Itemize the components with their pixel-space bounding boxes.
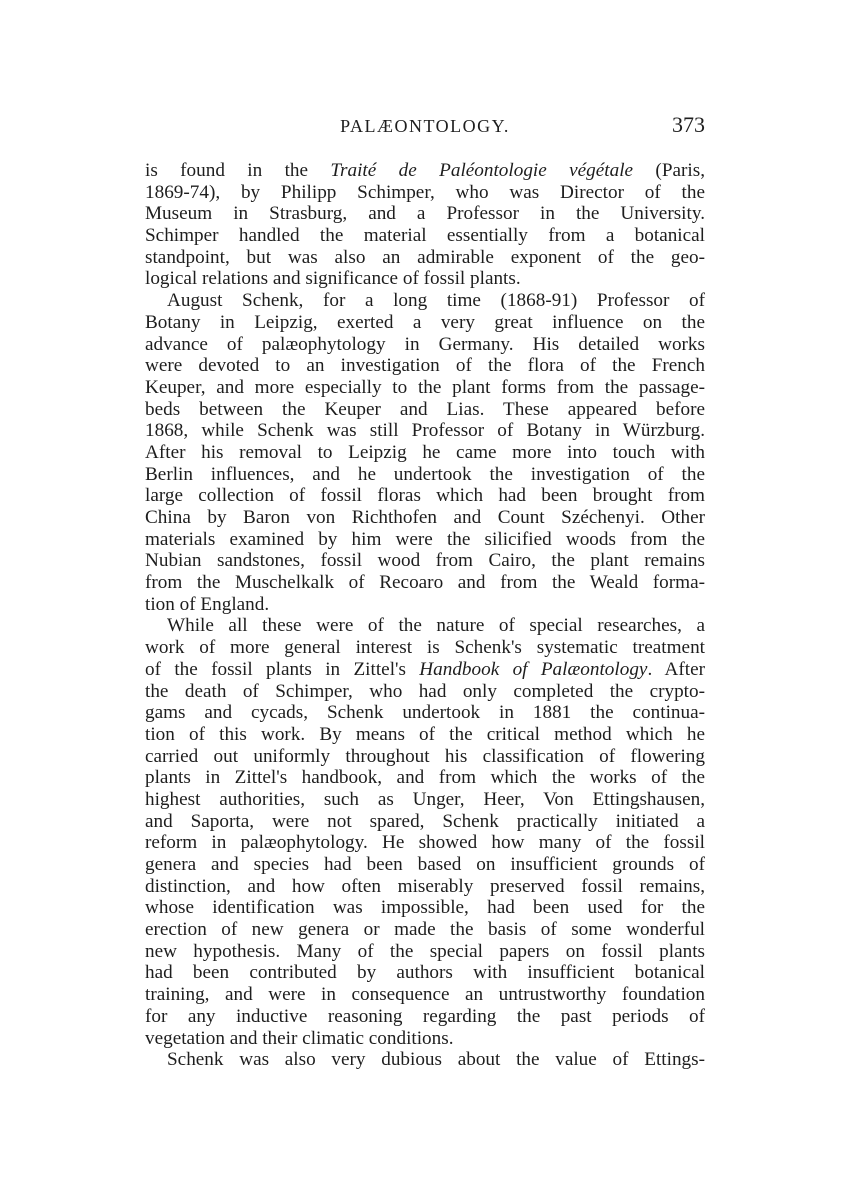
text-segment: reform in palæophytology. He showed how many of the fossil bbox=[145, 832, 705, 854]
text-line bbox=[145, 1028, 705, 1050]
text-line bbox=[145, 182, 705, 204]
text-line bbox=[145, 334, 705, 356]
text-line bbox=[145, 312, 705, 334]
text-segment: work of more general interest is Schenk's systematic treatment bbox=[145, 637, 705, 659]
text-segment: and Saporta, were not spared, Schenk practically initiated a bbox=[145, 810, 705, 832]
text-line bbox=[145, 290, 705, 312]
text-segment: highest authorities, such as Unger, Heer, Von Ettingshausen, bbox=[145, 788, 705, 810]
text-segment: large collection of fossil floras which had been brought from bbox=[145, 485, 705, 507]
text-segment: tion of this work. By means of the critical method which he bbox=[145, 723, 705, 745]
text-line bbox=[145, 485, 705, 507]
text-segment: vegetation and their climatic conditions. bbox=[145, 1027, 454, 1049]
running-head bbox=[145, 112, 705, 148]
text-segment: August Schenk, for a long time (1868-91) Professor of bbox=[167, 290, 705, 312]
text-line bbox=[145, 225, 705, 247]
text-segment: While all these were of the nature of special researches, a bbox=[167, 615, 705, 637]
text-segment: (Paris, bbox=[633, 160, 705, 181]
text-line bbox=[145, 572, 705, 594]
text-line bbox=[145, 442, 705, 464]
text-segment: distinction, and how often miserably preserved fossil remains, bbox=[145, 875, 705, 897]
text-segment: were devoted to an investigation of the flora of the French bbox=[145, 355, 705, 377]
text-segment: After his removal to Leipzig he came more into touch with bbox=[145, 441, 705, 463]
text-segment: Berlin influences, and he undertook the investigation of the bbox=[145, 463, 705, 485]
text-line bbox=[145, 615, 705, 637]
running-title: PALÆONTOLOGY. bbox=[340, 116, 510, 136]
text-segment: 1869-74), by Philipp Schimper, who was Director of the bbox=[145, 181, 705, 203]
text-line bbox=[145, 355, 705, 377]
text-segment: for any inductive reasoning regarding the past periods of bbox=[145, 1005, 705, 1027]
italic-title: Traité de Paléontologie végétale bbox=[330, 160, 634, 181]
text-segment: erection of new genera or made the basis of some wonderful bbox=[145, 919, 705, 941]
body-text bbox=[145, 160, 705, 1071]
text-segment: from the Muschelkalk of Recoaro and from the Weald forma- bbox=[145, 572, 705, 594]
text-line bbox=[145, 854, 705, 876]
text-line bbox=[145, 832, 705, 854]
text-line bbox=[145, 550, 705, 572]
text-line bbox=[145, 377, 705, 399]
text-line bbox=[145, 767, 705, 789]
text-line bbox=[145, 594, 705, 616]
text-segment: Keuper, and more especially to the plant forms from the passage- bbox=[145, 376, 705, 398]
text-line bbox=[145, 962, 705, 984]
text-segment: genera and species had been based on insufficient grounds of bbox=[145, 854, 705, 875]
text-segment: tion of England. bbox=[145, 593, 270, 615]
text-segment: standpoint, but was also an admirable exponent of the geo- bbox=[145, 246, 705, 268]
text-line bbox=[145, 789, 705, 811]
text-line bbox=[145, 637, 705, 659]
page-number: 373 bbox=[672, 112, 705, 137]
text-segment: beds between the Keuper and Lias. These appeared before bbox=[145, 398, 705, 420]
text-line bbox=[145, 507, 705, 529]
text-line bbox=[145, 399, 705, 421]
text-segment: carried out uniformly throughout his classification of flowering bbox=[145, 745, 705, 767]
text-line bbox=[145, 919, 705, 941]
text-segment: China by Baron von Richthofen and Count Széchenyi. Other bbox=[145, 507, 705, 528]
text-line bbox=[145, 420, 705, 442]
text-segment: new hypothesis. Many of the special papers on fossil plants bbox=[145, 940, 705, 962]
text-line bbox=[145, 1006, 705, 1028]
text-segment: is found in the bbox=[145, 160, 331, 181]
text-segment: training, and were in consequence an untrustworthy foundation bbox=[145, 984, 705, 1006]
text-line bbox=[145, 160, 705, 182]
text-segment: the death of Schimper, who had only completed the crypto- bbox=[145, 680, 705, 702]
text-segment: of the fossil plants in Zittel's bbox=[145, 658, 420, 680]
text-segment: 1868, while Schenk was still Professor of Botany in Würzburg. bbox=[145, 420, 705, 442]
text-line bbox=[145, 984, 705, 1006]
text-segment: Botany in Leipzig, exerted a very great influence on the bbox=[145, 311, 705, 333]
text-segment: . After bbox=[647, 658, 705, 680]
text-line bbox=[145, 529, 705, 551]
text-line bbox=[145, 681, 705, 703]
text-line bbox=[145, 746, 705, 768]
text-segment: Schenk was also very dubious about the value of Ettings- bbox=[167, 1049, 705, 1071]
text-line bbox=[145, 876, 705, 898]
text-segment: Nubian sandstones, fossil wood from Cairo, the plant remains bbox=[145, 550, 705, 572]
text-segment: Schimper handled the material essentially from a botanical bbox=[145, 225, 705, 247]
text-line bbox=[145, 897, 705, 919]
text-line bbox=[145, 247, 705, 269]
text-line bbox=[145, 464, 705, 486]
text-segment: materials examined by him were the silicified woods from the bbox=[145, 528, 705, 550]
text-segment: Museum in Strasburg, and a Professor in the University. bbox=[145, 203, 705, 225]
text-line bbox=[145, 268, 705, 290]
text-line bbox=[145, 811, 705, 833]
text-line bbox=[145, 724, 705, 746]
text-segment: plants in Zittel's handbook, and from which the works of the bbox=[145, 767, 705, 789]
text-segment: logical relations and significance of fossil plants. bbox=[145, 268, 521, 290]
text-line bbox=[145, 659, 705, 681]
italic-title: Handbook of Palæontology bbox=[419, 658, 648, 680]
text-line bbox=[145, 941, 705, 963]
text-segment: whose identification was impossible, had been used for the bbox=[145, 897, 705, 919]
text-line bbox=[145, 203, 705, 225]
text-segment: gams and cycads, Schenk undertook in 1881 the continua- bbox=[145, 702, 705, 724]
text-segment: had been contributed by authors with insufficient botanical bbox=[145, 962, 705, 984]
text-line bbox=[145, 702, 705, 724]
text-segment: advance of palæophytology in Germany. His detailed works bbox=[145, 333, 705, 355]
text-line bbox=[145, 1049, 705, 1071]
